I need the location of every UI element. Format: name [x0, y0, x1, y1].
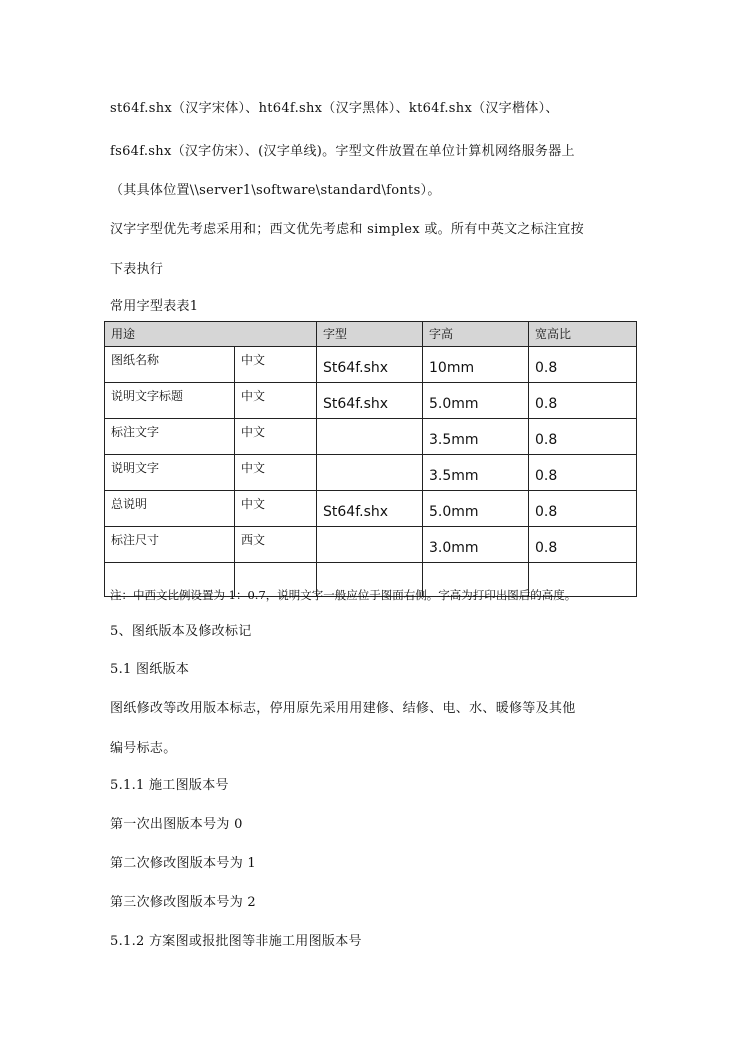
cell-ratio: 0.8	[529, 347, 637, 383]
cell-height: 3.5mm	[423, 419, 529, 455]
cell-lang: 中文	[235, 347, 317, 383]
cell-height: 3.0mm	[423, 527, 529, 563]
cell-height: 5.0mm	[423, 491, 529, 527]
table-row	[105, 527, 637, 563]
cell-height: 5.0mm	[423, 383, 529, 419]
section-heading-5-1: 5.1 图纸版本	[110, 662, 190, 677]
section-heading-5: 5、图纸版本及修改标记	[110, 624, 252, 639]
cell-font: St64f.shx	[317, 383, 423, 419]
section-heading-5-1-2: 5.1.2 方案图或报批图等非施工用图版本号	[110, 934, 362, 949]
table-row	[105, 419, 637, 455]
cell-height: 10mm	[423, 347, 529, 383]
cell-use: 图纸名称	[105, 347, 235, 383]
cell-font	[317, 455, 423, 491]
cell-use: 说明文字标题	[105, 383, 235, 419]
section-heading-5-1-1: 5.1.1 施工图版本号	[110, 778, 229, 793]
paragraph-font-path: （其具体位置\\server1\software\standard\fonts）。	[110, 183, 441, 198]
version-line-0: 第一次出图版本号为 0	[110, 817, 243, 832]
cell-ratio: 0.8	[529, 455, 637, 491]
cell-font	[317, 527, 423, 563]
cell-ratio: 0.8	[529, 419, 637, 455]
table-row	[105, 383, 637, 419]
table-note: 注：中西文比例设置为 1：0.7，说明文字一般应位于图面右侧。字高为打印出图后的高度。	[110, 588, 577, 602]
paragraph-font-files-1: st64f.shx（汉字宋体）、ht64f.shx（汉字黑体）、kt64f.shx（汉字楷体）、	[110, 101, 559, 116]
cell-use: 标注文字	[105, 419, 235, 455]
cell-lang: 中文	[235, 383, 317, 419]
header-height: 字高	[423, 322, 529, 347]
cell-use: 标注尺寸	[105, 527, 235, 563]
cell-lang: 中文	[235, 455, 317, 491]
paragraph-font-preference-1: 汉字字型优先考虑采用和；西文优先考虑和 simplex 或。所有中英文之标注宜按	[110, 222, 584, 237]
table-header-row	[105, 322, 637, 347]
version-line-2: 第三次修改图版本号为 2	[110, 895, 257, 910]
cell-height: 3.5mm	[423, 455, 529, 491]
table-row	[105, 347, 637, 383]
version-line-1: 第二次修改图版本号为 1	[110, 856, 257, 871]
cell-use: 总说明	[105, 491, 235, 527]
cell-ratio: 0.8	[529, 491, 637, 527]
table-row	[105, 455, 637, 491]
header-ratio: 宽高比	[529, 322, 637, 347]
cell-font	[317, 419, 423, 455]
cell-font: St64f.shx	[317, 491, 423, 527]
paragraph-font-preference-2: 下表执行	[110, 262, 164, 277]
paragraph-version-2: 编号标志。	[110, 741, 177, 756]
cell-ratio: 0.8	[529, 383, 637, 419]
header-font: 字型	[317, 322, 423, 347]
cell-lang: 中文	[235, 419, 317, 455]
cell-font: St64f.shx	[317, 347, 423, 383]
table-caption: 常用字型表表1	[110, 299, 199, 314]
header-use: 用途	[105, 322, 317, 347]
font-spec-table	[104, 321, 637, 597]
cell-lang: 中文	[235, 491, 317, 527]
cell-ratio: 0.8	[529, 527, 637, 563]
cell-use: 说明文字	[105, 455, 235, 491]
cell-lang: 西文	[235, 527, 317, 563]
table-row	[105, 491, 637, 527]
paragraph-font-files-2: fs64f.shx（汉字仿宋）、(汉字单线)。字型文件放置在单位计算机网络服务器上	[110, 144, 575, 159]
paragraph-version-1: 图纸修改等改用版本标志，停用原先采用用建修、结修、电、水、暖修等及其他	[110, 701, 576, 716]
